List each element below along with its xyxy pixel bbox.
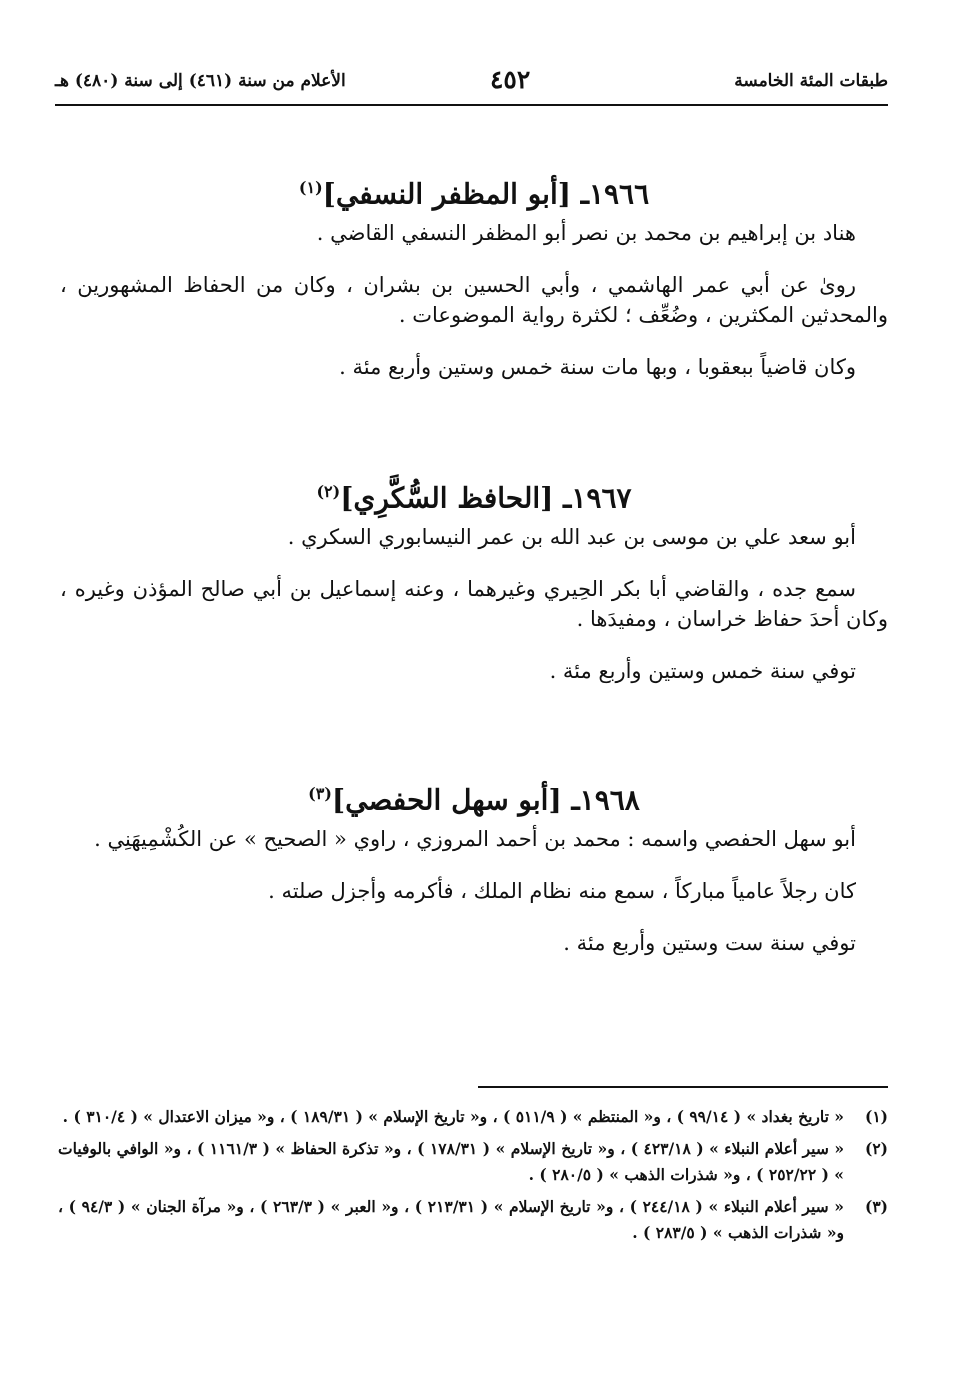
entry-title-text: ١٩٦٧ـ [الحافظ السُّكَّرِي] — [340, 481, 632, 515]
entry-title — [60, 164, 888, 212]
entry-paragraph: أبو سهل الحفصي واسمه : محمد بن أحمد المروزي ، راوي « الصحيح » عن الكُشْمِيهَنِي . — [94, 827, 856, 851]
entry-paragraph: توفي سنة ست وستين وأربع مئة . — [563, 931, 856, 955]
book-section-title: طبقات المئة الخامسة — [734, 71, 888, 91]
chapter-range-title: الأعلام من سنة (٤٦١) إلى سنة (٤٨٠) هـ — [55, 71, 346, 91]
entry-paragraph: توفي سنة خمس وستين وأربع مئة . — [549, 659, 856, 683]
entry-1967 — [60, 468, 888, 708]
footnote-number: (١) — [864, 1107, 888, 1126]
footnote-number: (٣) — [864, 1197, 888, 1216]
footnote-marker: (٣) — [308, 784, 332, 803]
footnote-number: (٢) — [864, 1139, 888, 1158]
footnote-marker: (١) — [298, 178, 323, 197]
page-number: ٤٥٢ — [490, 65, 531, 94]
entry-paragraph: وكان قاضياً ببعقوبا ، وبها مات سنة خمس وستين وأربع مئة . — [339, 355, 856, 379]
footnote-text: « سير أعلام النبلاء » ( ٤٢٣/١٨ ) ، و« تاريخ الإسلام » ( ١٧٨/٣١ ) ، و« تذكرة الحفاظ » ( ١١٦١/٣ ) ، و« الوافي بالوفيات » ( ٢٥٢/٢٢ ) ، و« شذرات الذهب » ( ٢٨٠/٥ ) . — [58, 1139, 845, 1184]
entry-paragraph: كان رجلاً عامياً مباركاً ، سمع منه نظام الملك ، فأكرمه وأجزل صلته . — [268, 879, 856, 903]
footnote-marker: (٢) — [316, 482, 341, 501]
footnote-text: « سير أعلام النبلاء » ( ٢٤٤/١٨ ) ، و« تاريخ الإسلام » ( ٢١٣/٣١ ) ، و« العبر » ( ٢٦٣/٣ ) ، و« مرآة الجنان » ( ٩٤/٣ ) ، و« شذرات الذهب » ( ٢٨٣/٥ ) . — [58, 1197, 844, 1242]
entry-title — [60, 770, 888, 818]
running-header — [55, 63, 888, 99]
footnote — [58, 1104, 888, 1130]
entry-paragraph: هناد بن إبراهيم بن محمد بن نصر أبو المظفر النسفي القاضي . — [316, 221, 856, 245]
entry-title — [60, 468, 888, 516]
entry-paragraph: سمع جده ، والقاضي أبا بكر الحِيري وغيرهما ، وعنه إسماعيل بن أبي صالح المؤذن وغيره ، وكان أحدَ حفاظ خراسان ، ومفيدَها . — [60, 577, 888, 631]
entry-title-text: ١٩٦٦ـ [أبو المظفر النسفي] — [322, 177, 650, 211]
header-divider — [55, 104, 888, 106]
entry-1966 — [60, 164, 888, 404]
entry-1968 — [60, 770, 888, 972]
footnote — [58, 1194, 888, 1246]
entry-paragraph: روىٰ عن أبي عمر الهاشمي ، وأبي الحسين بن بشران ، وكان من الحفاظ المشهورين ، والمحدثين المكثرين ، وضُعِّف ؛ لكثرة رواية الموضوعات . — [60, 273, 888, 327]
entry-title-text: ١٩٦٨ـ [أبو سهل الحفصي] — [331, 783, 640, 817]
footnote-divider — [478, 1086, 888, 1088]
entry-paragraph: أبو سعد علي بن موسى بن عبد الله بن عمر النيسابوري السكري . — [287, 525, 856, 549]
footnote — [58, 1136, 888, 1188]
footnote-text: « تاريخ بغداد » ( ٩٩/١٤ ) ، و« المنتظم » ( ٥١١/٩ ) ، و« تاريخ الإسلام » ( ١٨٩/٣١ ) ، و« ميزان الاعتدال » ( ٣١٠/٤ ) . — [62, 1107, 844, 1126]
footnotes — [58, 1104, 888, 1252]
